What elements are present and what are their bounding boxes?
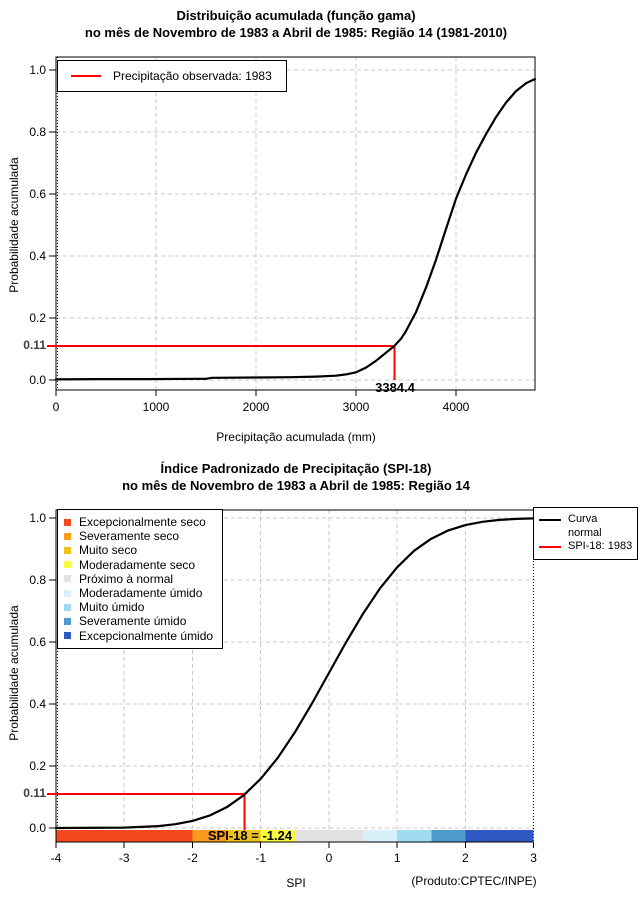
legend-label: Precipitação observada: 1983 — [113, 69, 272, 83]
x-tick-label: 2 — [462, 851, 469, 865]
spi-categories-legend — [57, 509, 223, 649]
spi-bar-segment — [397, 830, 431, 842]
curve-legend — [533, 507, 638, 560]
x-tick-label: 0 — [325, 851, 333, 865]
x-tick-label: 0 — [52, 400, 60, 414]
category-label: Moderadamente seco — [79, 557, 196, 572]
category-color-swatch — [64, 561, 71, 568]
y-tick-label: 1.0 — [29, 511, 46, 525]
category-color-swatch — [64, 575, 71, 582]
top-chart-title-line1: Distribuição acumulada (função gama) — [176, 8, 416, 23]
category-color-swatch — [64, 519, 71, 526]
category-color-swatch — [64, 533, 71, 540]
normal-curve-line-sample — [539, 519, 561, 521]
curve-legend-row-normal — [539, 513, 632, 527]
y-tick-label: 0.0 — [29, 373, 46, 387]
y-tick-label: 0.6 — [29, 187, 46, 201]
top-chart-legend — [57, 60, 287, 92]
top-chart-yaxis-label: Probabilidade acumulada — [7, 157, 21, 293]
bottom-chart-xaxis-label: SPI — [286, 876, 306, 890]
legend-line-sample — [71, 75, 101, 77]
y-tick-label: 0.4 — [29, 697, 46, 711]
spi-bar-segment — [465, 830, 533, 842]
category-label: Moderadamente úmido — [79, 586, 203, 601]
spi-category-item — [64, 629, 213, 643]
category-color-swatch — [64, 604, 71, 611]
top-chart-xaxis-label: Precipitação acumulada (mm) — [216, 430, 376, 444]
category-label: Excepcionalmente seco — [79, 515, 206, 530]
curve-legend-label3: SPI-18: 1983 — [568, 540, 633, 552]
spi-bar-segment — [363, 830, 397, 842]
bottom-chart-title-line1: Índice Padronizado de Precipitação (SPI-18) — [160, 461, 432, 476]
x-tick-label: 4000 — [442, 400, 470, 414]
x-tick-label: 1000 — [142, 400, 170, 414]
prob-annotation-label: 0.11 — [23, 785, 46, 800]
category-color-swatch — [64, 590, 71, 597]
spi-category-item — [64, 515, 213, 529]
category-label: Severamente seco — [79, 529, 180, 544]
category-color-swatch — [64, 547, 71, 554]
spi-value-label: SPI-18 = -1.24 — [207, 828, 293, 843]
category-label: Severamente úmido — [79, 614, 187, 629]
spi-category-item — [64, 614, 213, 628]
y-tick-label: 0.0 — [29, 821, 46, 835]
spi-category-item — [64, 586, 213, 600]
y-tick-label: 0.2 — [29, 311, 46, 325]
y-tick-label: 0.4 — [29, 249, 46, 263]
plot-box — [56, 57, 535, 390]
category-color-swatch — [64, 618, 71, 625]
x-tick-label: -1 — [255, 851, 267, 865]
y-tick-label: 0.8 — [29, 125, 46, 139]
y-tick-label: 0.8 — [29, 573, 46, 587]
x-tick-label: -3 — [118, 851, 130, 865]
top-chart-title-line2: no mês de Novembro de 1983 a Abril de 1985: Região 14 (1981-2010) — [84, 25, 508, 40]
bottom-chart-yaxis-label: Probabilidade acumulada — [7, 605, 21, 741]
legend-spacer — [539, 532, 561, 534]
curva-gama — [56, 79, 535, 379]
curve-legend-label: Curva — [568, 513, 598, 525]
spi-bar-segment — [431, 830, 465, 842]
x-tick-label: 1 — [393, 851, 401, 865]
category-label: Muito úmido — [79, 600, 145, 615]
x-tick-label: -2 — [187, 851, 198, 865]
prob-annotation-label: 0.11 — [23, 337, 46, 352]
product-credit: (Produto:CPTEC/INPE) — [411, 874, 537, 888]
bottom-chart-title-line2: no mês de Novembro de 1983 a Abril de 1985: Região 14 — [122, 478, 470, 493]
category-color-swatch — [64, 632, 71, 639]
x-tick-label: -4 — [50, 851, 62, 865]
spi-line-sample — [539, 546, 561, 548]
x-tick-label: 3000 — [342, 400, 370, 414]
curve-legend-label2: normal — [568, 526, 602, 539]
y-tick-label: 1.0 — [29, 63, 46, 77]
spi-bar-segment — [56, 830, 192, 842]
spi-category-item — [64, 600, 213, 614]
spi-category-item — [64, 572, 213, 586]
category-label: Excepcionalmente úmido — [79, 628, 214, 643]
category-label: Próximo à normal — [79, 571, 174, 586]
y-tick-label: 0.6 — [29, 635, 46, 649]
curve-legend-row-normal2 — [539, 527, 632, 541]
spi-category-item — [64, 558, 213, 572]
category-label: Muito seco — [79, 543, 138, 558]
y-tick-label: 0.2 — [29, 759, 46, 773]
x-tick-label: 3 — [530, 851, 537, 865]
x-tick-label: 2000 — [242, 400, 270, 414]
curve-legend-row-spi — [539, 540, 632, 554]
observed-precip-value-label: 3384.4 — [375, 380, 415, 395]
spi-category-item — [64, 529, 213, 543]
spi-category-item — [64, 543, 213, 557]
